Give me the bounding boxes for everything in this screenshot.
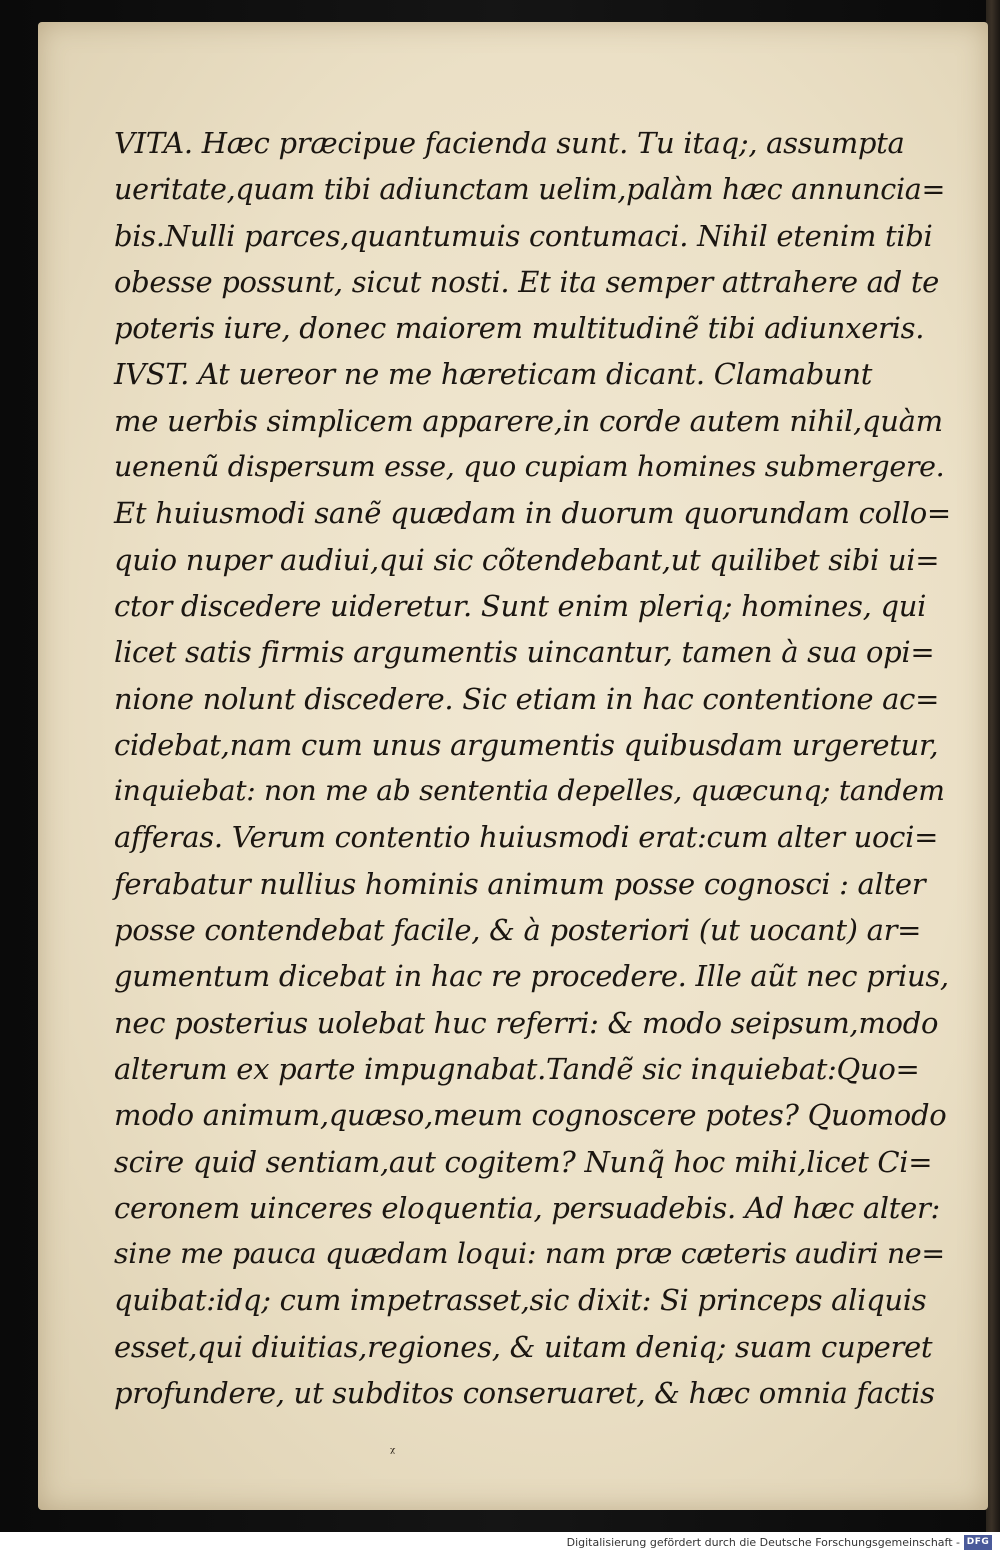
text-line: sine me pauca quædam loqui: nam præ cæteris audiri ne= [114, 1237, 945, 1271]
text-line: nione nolunt discedere. Sic etiam in hac contentione ac= [114, 681, 940, 716]
text-line: IVST. At uereor ne me hæreticam dicant. Clamabunt [114, 357, 873, 392]
text-line: alterum ex parte impugnabat.Tandẽ sic inquiebat:Quo= [114, 1051, 920, 1086]
footer-credit: Digitalisierung gefördert durch die Deutsche Forschungsgemeinschaft - [566, 1536, 960, 1549]
text-line: scire quid sentiam,aut cogitem? Nunq̃ hoc mihi,licet Ci= [114, 1144, 933, 1179]
text-line: profundere, ut subditos conseruaret, & hæc omnia factis [114, 1376, 935, 1411]
text-line: ceronem uinceres eloquentia, persuadebis. Ad hæc alter: [114, 1190, 941, 1225]
text-line: me uerbis simplicem apparere,in corde autem nihil,quàm [114, 403, 943, 438]
text-line: Et huiusmodi sanẽ quædam in duorum quorundam collo= [114, 496, 951, 531]
dfg-logo: DFG [964, 1535, 992, 1550]
page-text-block [114, 120, 954, 1416]
signature-mark: ᵪ [390, 1440, 396, 1456]
text-line: inquiebat: non me ab sententia depelles, quæcunq; tandem [114, 774, 945, 808]
footer-bar [0, 1532, 1000, 1554]
text-line: licet satis firmis argumentis uincantur, tamen à sua opi= [114, 635, 935, 670]
book-edge [986, 0, 1000, 1532]
text-line: ueritate,quam tibi adiunctam uelim,palàm hæc annuncia= [114, 172, 946, 207]
text-line: modo animum,quæso,meum cognoscere potes? Quomodo [114, 1098, 947, 1133]
text-line: nec posterius uolebat huc referri: & modo seipsum,modo [114, 1005, 939, 1040]
text-line: esset,qui diuitias,regiones, & uitam deniq; suam cuperet [114, 1329, 933, 1364]
text-line: ferabatur nullius hominis animum posse cognosci : alter [114, 866, 926, 901]
text-line: poteris iure, donec maiorem multitudinẽ tibi adiunxeris. [114, 311, 925, 346]
book-page [38, 22, 988, 1510]
text-line: uenenũ dispersum esse, quo cupiam homines submergere. [114, 450, 945, 484]
text-line: ctor discedere uideretur. Sunt enim pleriq; homines, qui [114, 588, 927, 623]
text-line: quibat:idq; cum impetrasset,sic dixit: Si princeps aliquis [114, 1283, 927, 1318]
text-line: posse contendebat facile, & à posteriori (ut uocant) ar= [114, 913, 922, 948]
text-line: quio nuper audiui,qui sic cõtendebant,ut quilibet sibi ui= [114, 542, 940, 577]
text-line: cidebat,nam cum unus argumentis quibusdam urgeretur, [114, 727, 939, 762]
text-line: bis.Nulli parces,quantumuis contumaci. Nihil etenim tibi [114, 218, 933, 253]
text-line: obesse possunt, sicut nosti. Et ita semper attrahere ad te [114, 264, 940, 299]
text-line: afferas. Verum contentio huiusmodi erat:cum alter uoci= [114, 820, 939, 855]
text-line: VITA. Hæc præcipue facienda sunt. Tu itaq;, assumpta [114, 126, 905, 160]
text-line: gumentum dicebat in hac re procedere. Ille aũt nec prius, [114, 959, 949, 994]
